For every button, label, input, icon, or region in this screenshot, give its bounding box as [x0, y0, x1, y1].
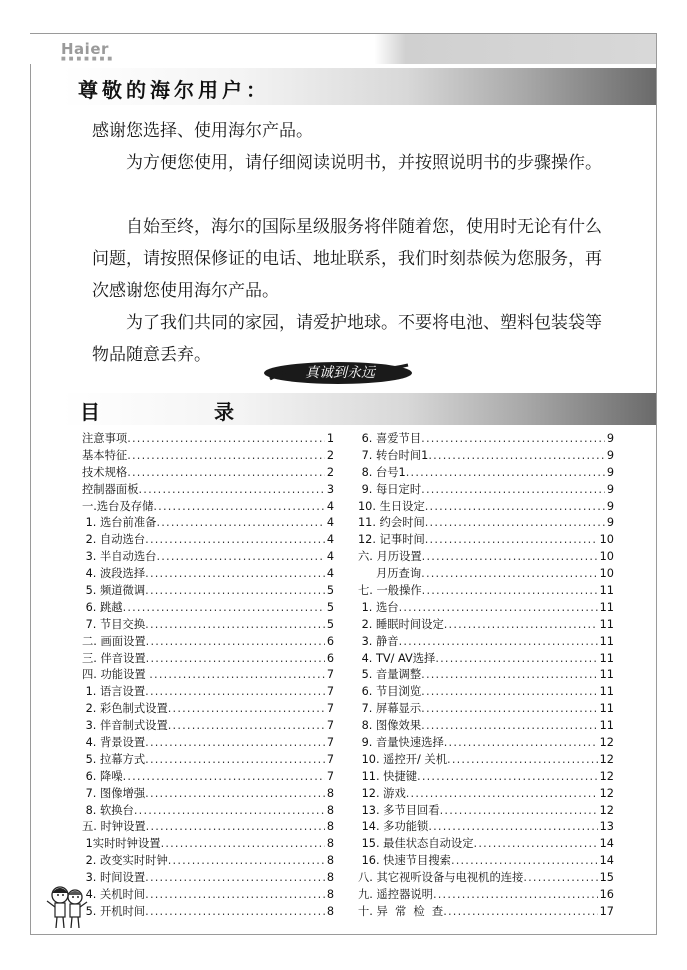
toc-entry-page: 9 — [606, 499, 614, 513]
toc-entry-leader — [421, 701, 597, 718]
toc-entry-label: 7. 图像增强 — [82, 786, 146, 800]
toc-entry-label: 16. 快速节目搜索 — [358, 854, 451, 868]
toc-entry — [82, 600, 334, 617]
toc-entry-page: 5 — [326, 584, 334, 598]
toc-entry-label: 8. 软换台 — [82, 803, 134, 817]
toc-entry-label: 八. 其它视听设备与电视机的连接 — [358, 871, 524, 885]
toc-entry-label: 2. 睡眠时间设定 — [358, 617, 444, 631]
toc-entry-leader — [474, 836, 598, 853]
toc-entry — [82, 583, 334, 600]
toc-entry-leader — [146, 634, 325, 651]
toc-entry-page: 2 — [326, 448, 334, 462]
toc-entry-label: 2. 彩色制式设置 — [82, 702, 168, 716]
toc-entry-label: 九. 遥控器说明 — [358, 888, 433, 902]
toc-entry-label: 月历查询 — [358, 567, 422, 581]
toc-entry-page: 11 — [599, 702, 614, 716]
toc-entry-label: 15. 最佳状态自动设定 — [358, 837, 474, 851]
toc-entry-leader — [435, 651, 597, 668]
toc-entry-label: 4. 波段选择 — [82, 567, 146, 581]
toc-entry-leader — [145, 583, 325, 600]
toc-entry-leader — [425, 515, 605, 532]
toc-entry-leader — [447, 752, 598, 769]
toc-entry-page: 7 — [326, 685, 334, 699]
toc-entry-leader — [421, 482, 605, 499]
toc-entry-page: 7 — [326, 719, 334, 733]
toc-entry-leader — [146, 651, 325, 668]
toc-entry-page: 8 — [326, 786, 334, 800]
toc-entry-page: 12 — [599, 769, 614, 783]
toc-entry-leader — [146, 819, 325, 836]
toc-entry-leader — [145, 735, 325, 752]
toc-entry-page: 9 — [606, 516, 614, 530]
toc-entry-label: 5. 开机时间 — [82, 904, 146, 918]
toc-entry — [82, 853, 334, 870]
toc-entry-leader — [145, 617, 325, 634]
toc-entry-label: 五. 时钟设置 — [82, 820, 146, 834]
toc-entry — [358, 600, 614, 617]
toc-entry-label: 9. 音量快速选择 — [358, 736, 444, 750]
toc-entry-label: 3. 半自动选台 — [82, 550, 157, 564]
toc-entry-leader — [406, 786, 598, 803]
toc-entry-leader — [139, 482, 325, 499]
toc-entry-leader — [425, 532, 598, 549]
toc-entry-leader — [168, 701, 325, 718]
toc-entry — [82, 684, 334, 701]
greeting-paragraph-3: 自始至终，海尔的国际星级服务将伴随着您，使用时无论有什么问题，请按照保修证的电话、地址联系，我们时刻恭候为您服务，再次感谢您使用海尔产品。 — [92, 217, 602, 301]
toc-entry-page: 14 — [599, 854, 614, 868]
toc-entry-label: 六. 月历设置 — [358, 550, 422, 564]
toc-entry — [82, 617, 334, 634]
toc-entry-label: 1. 选台前准备 — [82, 516, 157, 530]
toc-entry — [82, 718, 334, 735]
toc-left-column — [82, 431, 334, 921]
toc-entry-leader — [153, 499, 324, 516]
toc-entry-label: 1. 语言设置 — [82, 685, 146, 699]
toc-entry-label: 11. 快捷键 — [358, 769, 418, 783]
toc-entry-page: 4 — [326, 567, 334, 581]
toc-entry — [82, 870, 334, 887]
toc-entry-label: 12. 游戏 — [358, 786, 406, 800]
greeting-title: 尊敬的海尔用户： — [78, 78, 270, 102]
toc-entry-leader — [444, 617, 598, 634]
toc-entry-page: 10 — [599, 533, 614, 547]
toc-entry — [358, 566, 614, 583]
greeting-banner — [62, 68, 656, 105]
toc-entry — [82, 566, 334, 583]
toc-entry — [82, 786, 334, 803]
toc-entry — [82, 904, 334, 921]
toc-entry-page: 8 — [326, 803, 334, 817]
toc-entry — [358, 482, 614, 499]
toc-entry-label: 2. 自动选台 — [82, 533, 146, 547]
toc-entry-page: 9 — [606, 432, 614, 445]
toc-entry — [82, 482, 334, 499]
toc-entry-leader — [127, 431, 325, 448]
toc-entry-label: 技术规格 — [82, 465, 128, 479]
logo-dots-decoration: ■■■■■■■ — [61, 56, 116, 62]
toc-entry — [358, 431, 614, 448]
slogan-stamp — [262, 357, 414, 387]
toc-entry-page: 7 — [326, 769, 334, 783]
toc-entry-page: 12 — [599, 736, 614, 750]
toc-entry-leader — [399, 600, 598, 617]
toc-entry-label: 4. TV/ AV选择 — [358, 651, 436, 665]
toc-entry — [358, 853, 614, 870]
toc-entry-leader — [123, 769, 325, 786]
stamp-text: 真诚到永远 — [305, 365, 375, 381]
toc-entry — [82, 499, 334, 516]
toc-entry-page: 7 — [326, 702, 334, 716]
toc-entry-page: 7 — [326, 752, 334, 766]
toc-entry-label: 14. 多功能锁 — [358, 820, 429, 834]
toc-entry-label: 七. 一般操作 — [358, 584, 422, 598]
toc-entry-page: 7 — [326, 736, 334, 750]
toc-entry-page: 11 — [599, 719, 614, 733]
toc-entry-leader — [444, 735, 598, 752]
toc-entry — [358, 499, 614, 516]
toc-entry-page: 4 — [326, 533, 334, 547]
toc-entry — [358, 667, 614, 684]
toc-entry-page: 1 — [326, 432, 334, 445]
toc-entry-leader — [145, 887, 325, 904]
toc-entry — [358, 786, 614, 803]
toc-entry-leader — [421, 566, 597, 583]
toc-entry-label: 9. 每日定时 — [358, 482, 422, 496]
toc-entry — [82, 515, 334, 532]
toc-entry — [82, 769, 334, 786]
toc-entry-page: 9 — [606, 465, 614, 479]
toc-entry — [358, 684, 614, 701]
toc-entry-page: 11 — [599, 584, 614, 598]
toc-entry — [82, 819, 334, 836]
greeting-paragraph-2: 为方便您使用，请仔细阅读说明书，并按照说明书的步骤操作。 — [126, 153, 602, 173]
toc-entry-page: 3 — [326, 482, 334, 496]
toc-entry-page: 4 — [326, 499, 334, 513]
toc-entry — [358, 515, 614, 532]
toc-entry — [82, 634, 334, 651]
toc-entry — [358, 819, 614, 836]
toc-entry — [82, 667, 334, 684]
toc-entry-label: 基本特征 — [82, 448, 128, 462]
toc-entry — [358, 735, 614, 752]
toc-entry-page: 4 — [326, 516, 334, 530]
toc-entry-page: 12 — [599, 752, 614, 766]
toc-entry-leader — [145, 904, 325, 921]
toc-entry-page: 9 — [606, 448, 614, 462]
header-bar — [30, 34, 656, 64]
toc-entry — [358, 701, 614, 718]
toc-entry — [358, 752, 614, 769]
toc-entry-leader — [422, 549, 598, 566]
toc-entry-leader — [440, 803, 598, 820]
toc-entry — [82, 803, 334, 820]
toc-entry-page: 8 — [326, 888, 334, 902]
toc-entry — [82, 532, 334, 549]
toc-entry-page: 8 — [326, 904, 334, 918]
toc-entry-label: 8. 台号1 — [358, 465, 406, 479]
toc-entry-page: 5 — [326, 600, 334, 614]
toc-entry-leader — [523, 870, 597, 887]
toc-entry — [82, 651, 334, 668]
toc-entry-label: 十. 异 常 检 查 — [358, 904, 444, 918]
toc-entry-page: 12 — [599, 786, 614, 800]
toc-entry-label: 一.选台及存储 — [82, 499, 154, 513]
toc-entry-leader — [145, 752, 325, 769]
toc-entry — [358, 634, 614, 651]
toc-entry-leader — [399, 634, 598, 651]
toc-entry — [82, 448, 334, 465]
toc-entry-label: 3. 静音 — [358, 634, 399, 648]
toc-entry-label: 13. 多节目回看 — [358, 803, 440, 817]
toc-entry-leader — [156, 515, 324, 532]
toc-entry — [82, 836, 334, 853]
greeting-paragraph-1: 感谢您选择、使用海尔产品。 — [92, 121, 313, 141]
toc-entry-page: 16 — [599, 888, 614, 902]
toc-entry-leader — [145, 566, 325, 583]
toc-entry — [82, 887, 334, 904]
toc-entry-page: 5 — [326, 617, 334, 631]
toc-entry — [358, 769, 614, 786]
toc-entry-leader — [421, 431, 605, 448]
toc-entry-label: 6. 跳越 — [82, 600, 123, 614]
toc-entry-label: 控制器面板 — [82, 482, 139, 496]
toc-entry-label: 二. 画面设置 — [82, 634, 146, 648]
toc-entry-page: 8 — [326, 854, 334, 868]
toc-entry-page: 11 — [599, 651, 614, 665]
toc-entry-leader — [406, 465, 605, 482]
toc-entry-page: 13 — [599, 820, 614, 834]
toc-entry-leader — [428, 819, 597, 836]
toc-entry-leader — [421, 718, 597, 735]
toc-entry-label: 7. 节目交换 — [82, 617, 146, 631]
toc-entry — [82, 752, 334, 769]
toc-entry — [358, 904, 614, 921]
toc-entry-label: 3. 时间设置 — [82, 871, 146, 885]
toc-entry — [358, 465, 614, 482]
toc-entry — [358, 549, 614, 566]
toc-entry-leader — [443, 904, 597, 921]
toc-entry-label: 4. 关机时间 — [82, 888, 146, 902]
toc-entry-label: 4. 背景设置 — [82, 736, 146, 750]
toc-entry-label: 7. 转台时间1 — [358, 448, 429, 462]
toc-entry-label: 5. 拉幕方式 — [82, 752, 146, 766]
toc-entry — [82, 465, 334, 482]
toc-entry — [82, 549, 334, 566]
haier-logo: Haier — [61, 40, 109, 58]
toc-entry — [82, 431, 334, 448]
toc-entry — [358, 836, 614, 853]
toc-entry-label: 11. 约会时间 — [358, 516, 425, 530]
toc-entry-leader — [156, 549, 324, 566]
toc-entry-label: 1. 选台 — [358, 600, 399, 614]
toc-entry-page: 11 — [599, 600, 614, 614]
toc-entry-label: 2. 改变实时时钟 — [82, 854, 168, 868]
toc-entry-leader — [168, 853, 325, 870]
toc-entry-leader — [145, 684, 325, 701]
toc-entry-page: 9 — [606, 482, 614, 496]
toc-entry-page: 6 — [326, 651, 334, 665]
toc-entry-label: 10. 遥控开/ 关机 — [358, 752, 448, 766]
toc-entry-leader — [145, 786, 325, 803]
toc-entry — [358, 718, 614, 735]
toc-entry-label: 三. 伴音设置 — [82, 651, 146, 665]
toc-entry-page: 10 — [599, 567, 614, 581]
toc-entry-label: 1实时时钟设置 — [82, 837, 161, 851]
toc-entry-page: 17 — [599, 904, 614, 918]
toc-entry — [358, 803, 614, 820]
toc-entry-page: 8 — [326, 871, 334, 885]
toc-entry-page: 8 — [326, 837, 334, 851]
toc-entry — [358, 887, 614, 904]
toc-entry-leader — [168, 718, 325, 735]
toc-entry-page: 10 — [599, 550, 614, 564]
toc-title-lu: 录 — [214, 400, 238, 424]
toc-entry-page: 2 — [326, 465, 334, 479]
toc-entry — [358, 870, 614, 887]
toc-entry-leader — [421, 667, 597, 684]
toc-entry — [82, 735, 334, 752]
toc-entry-page: 12 — [599, 803, 614, 817]
toc-entry-leader — [127, 465, 325, 482]
toc-entry — [358, 448, 614, 465]
toc-entry-label: 5. 音量调整 — [358, 668, 422, 682]
toc-entry — [358, 617, 614, 634]
toc-entry-leader — [134, 803, 325, 820]
toc-entry-label: 8. 图像效果 — [358, 719, 422, 733]
toc-entry-label: 5. 频道微调 — [82, 584, 146, 598]
toc-entry-page: 14 — [599, 837, 614, 851]
toc-entry-label: 12. 记事时间 — [358, 533, 425, 547]
toc-entry-label: 注意事项 — [82, 432, 128, 445]
toc-entry-leader — [421, 684, 597, 701]
toc-entry-label: 6. 节目浏览 — [358, 685, 422, 699]
toc-entry — [82, 701, 334, 718]
toc-entry — [358, 651, 614, 668]
toc-title-mu: 目 — [80, 400, 104, 424]
toc-entry-page: 15 — [599, 871, 614, 885]
toc-entry-leader — [422, 583, 598, 600]
toc-entry-label: 3. 伴音制式设置 — [82, 719, 168, 733]
toc-entry-page: 11 — [599, 685, 614, 699]
toc-entry-leader — [149, 667, 325, 684]
haier-brothers-mascot-icon — [44, 883, 90, 931]
toc-entry-page: 11 — [599, 617, 614, 631]
toc-entry-leader — [123, 600, 325, 617]
toc-entry-label: 10. 生日设定 — [358, 499, 425, 513]
toc-entry — [358, 532, 614, 549]
toc-entry-label: 6. 喜爱节目 — [358, 432, 422, 445]
toc-entry — [358, 583, 614, 600]
toc-entry-page: 8 — [326, 820, 334, 834]
greeting-paragraph-4: 为了我们共同的家园，请爱护地球。不要将电池、塑料包装袋等物品随意丢弃。 — [92, 313, 602, 365]
toc-entry-leader — [425, 499, 605, 516]
toc-entry-leader — [145, 870, 325, 887]
toc-entry-label: 6. 降噪 — [82, 769, 123, 783]
toc-entry-page: 6 — [326, 634, 334, 648]
toc-right-column — [358, 431, 614, 921]
toc-entry-leader — [433, 887, 598, 904]
toc-entry-leader — [428, 448, 604, 465]
toc-banner — [62, 393, 656, 425]
toc-entry-label: 7. 屏幕显示 — [358, 702, 422, 716]
toc-entry-leader — [451, 853, 598, 870]
toc-entry-page: 4 — [326, 550, 334, 564]
toc-entry-leader — [127, 448, 325, 465]
toc-entry-page: 11 — [599, 634, 614, 648]
toc-entry-leader — [417, 769, 598, 786]
toc-entry-leader — [161, 836, 325, 853]
toc-entry-page: 7 — [326, 668, 334, 682]
toc-entry-leader — [145, 532, 325, 549]
toc-entry-page: 11 — [599, 668, 614, 682]
toc-entry-label: 四. 功能设置 — [82, 668, 150, 682]
